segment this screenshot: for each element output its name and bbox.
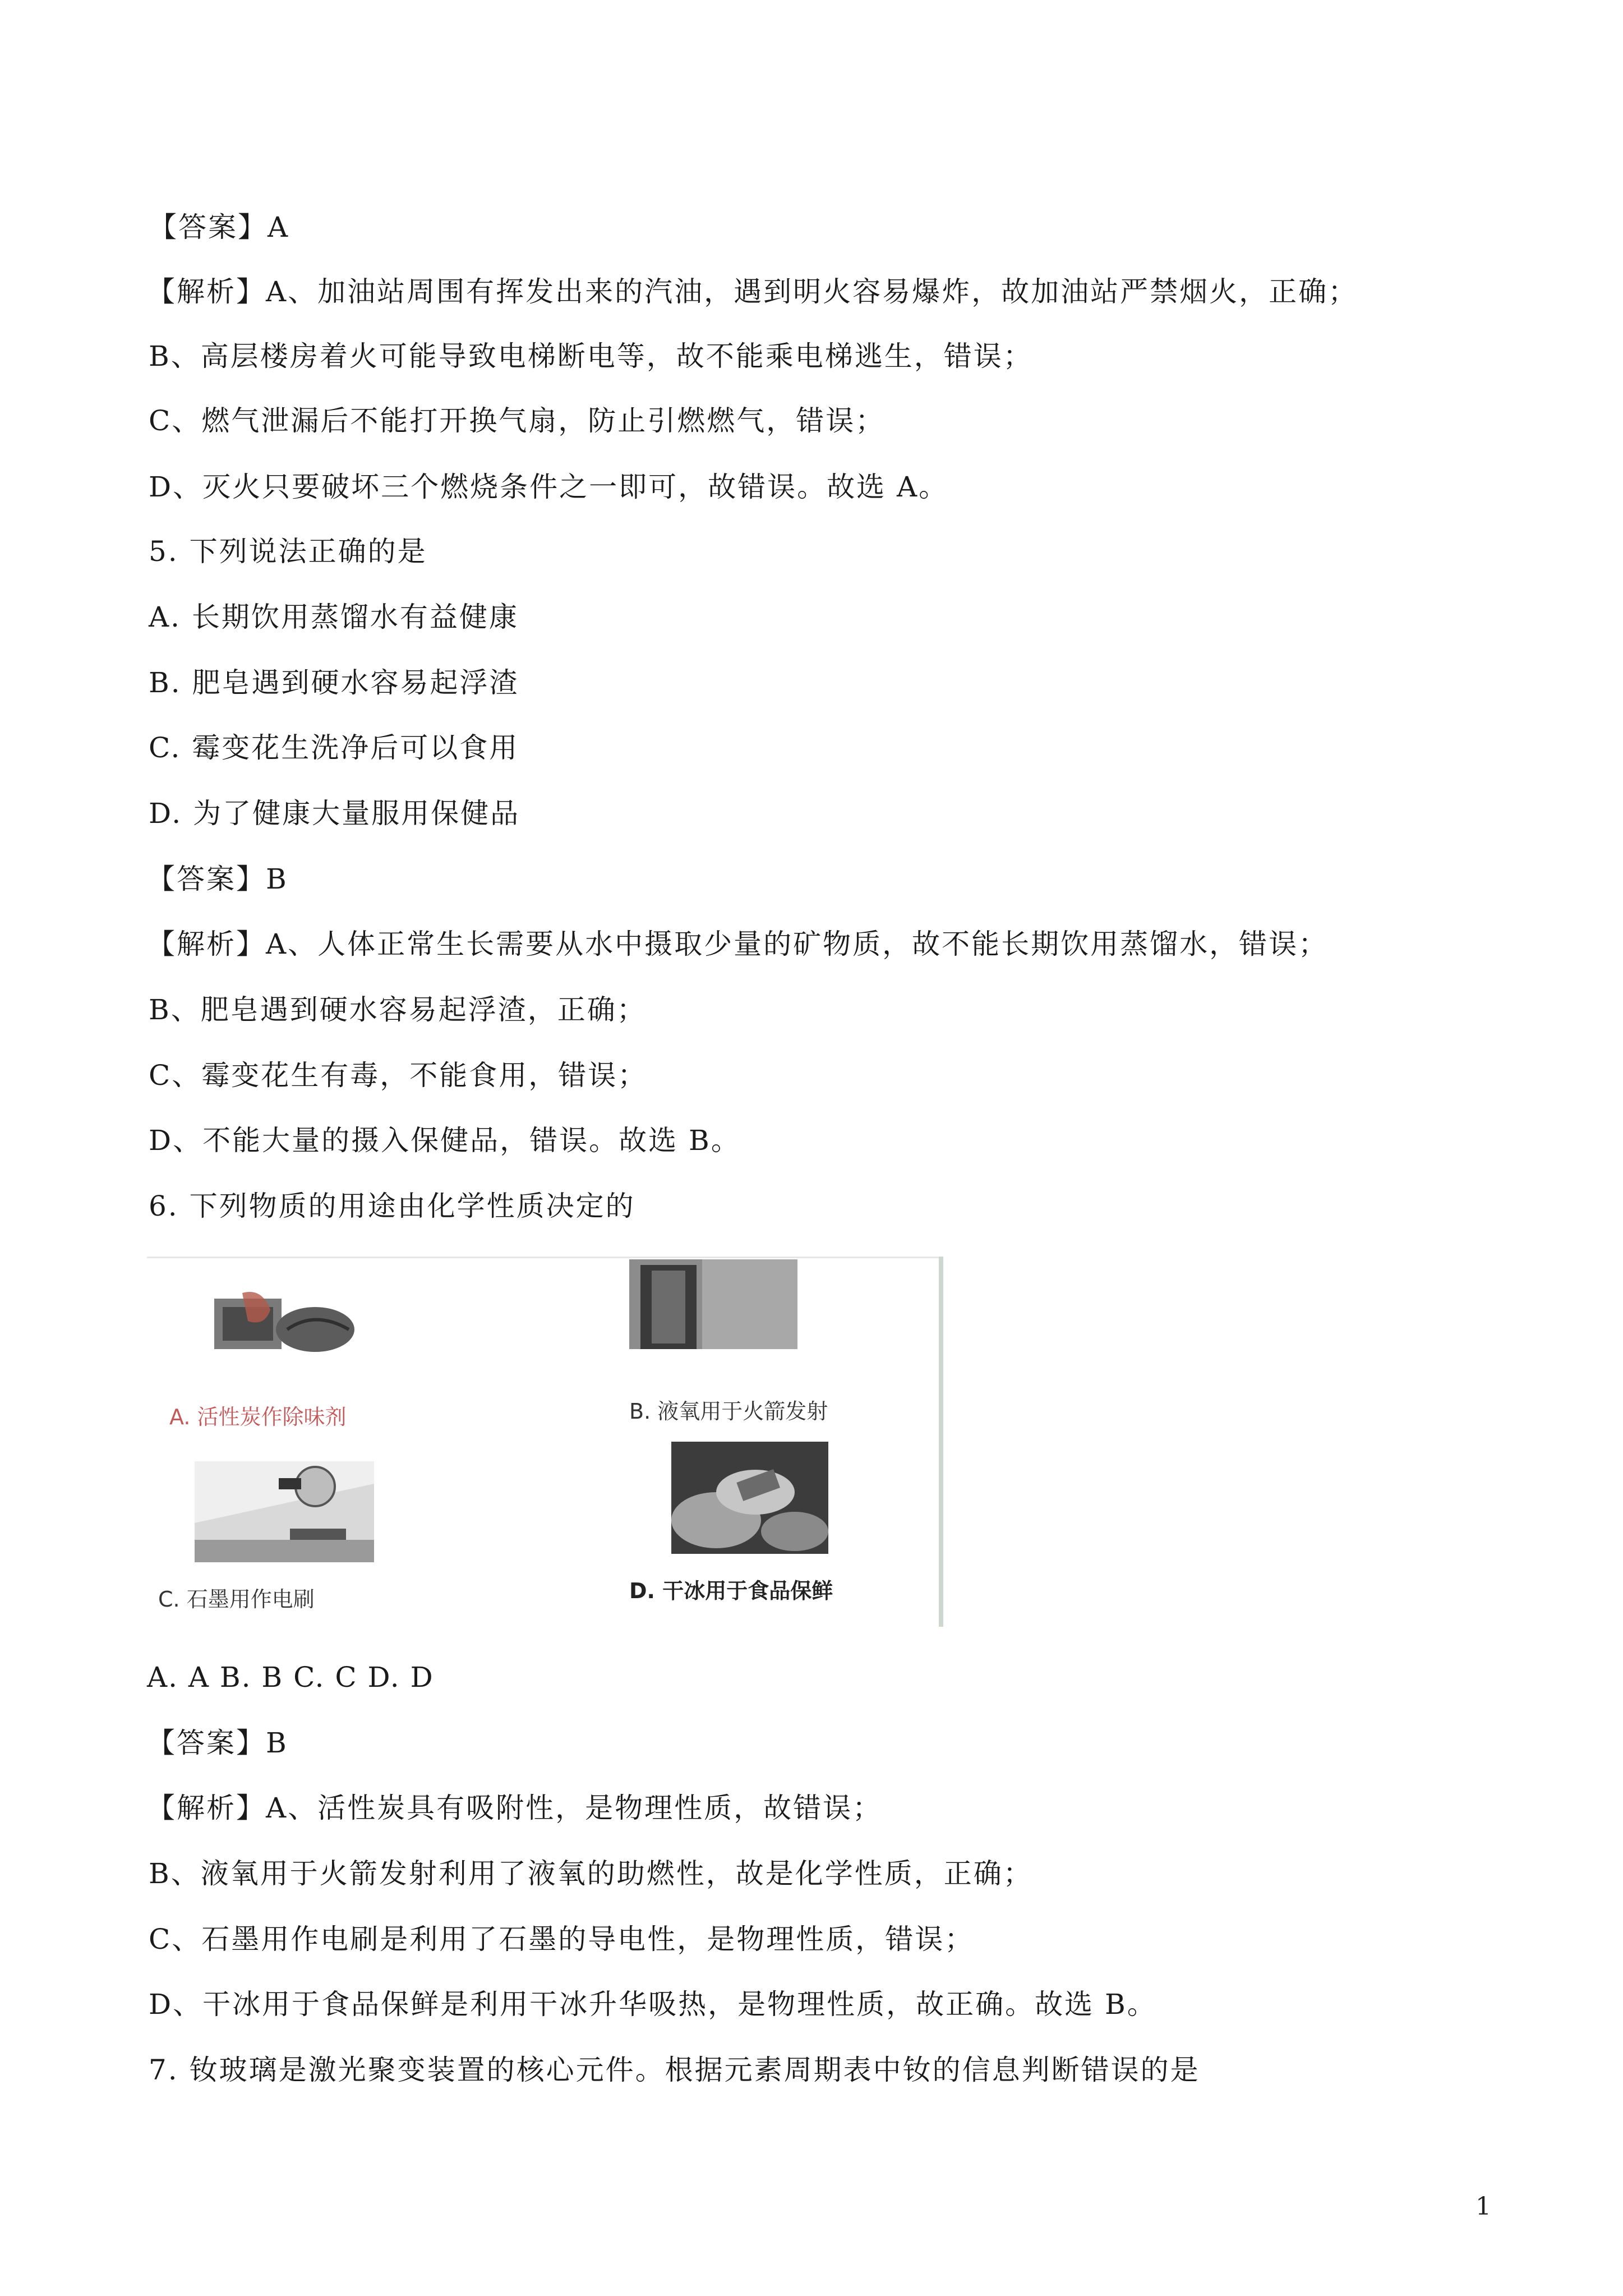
analysis-line: 【解析】A、加油站周围有挥发出来的汽油，遇到明火容易爆炸，故加油站严禁烟火，正确； <box>147 275 1358 308</box>
question-stem: 6. 下列物质的用途由化学性质决定的 <box>149 1190 635 1222</box>
option: B. 肥皂遇到硬水容易起浮渣 <box>149 666 519 699</box>
analysis-line: D、干冰用于食品保鲜是利用干冰升华吸热，是物理性质，故正确。故选 B。 <box>149 1988 1157 2021</box>
analysis-line: B、液氧用于火箭发射利用了液氧的助燃性，故是化学性质，正确； <box>149 1857 1033 1890</box>
charcoal-deodorant-image <box>209 1276 366 1372</box>
analysis-line: C、燃气泄漏后不能打开换气扇，防止引燃燃气，错误； <box>149 404 886 437</box>
caption-c: C. 石墨用作电刷 <box>158 1587 315 1612</box>
caption-a: A. 活性炭作除味剂 <box>169 1405 347 1429</box>
question-figure <box>147 1257 943 1627</box>
caption-b: B. 液氧用于火箭发射 <box>629 1399 828 1424</box>
options-row: A. A B. B C. C D. D <box>147 1661 434 1694</box>
answer-label: 【答案】A <box>149 211 290 243</box>
answer-label: 【答案】B <box>147 1727 288 1759</box>
option: D. 为了健康大量服用保健品 <box>149 797 520 830</box>
option: C. 霉变花生洗净后可以食用 <box>149 731 519 764</box>
question-stem: 5. 下列说法正确的是 <box>149 535 427 568</box>
analysis-line: C、石墨用作电刷是利用了石墨的导电性，是物理性质，错误； <box>149 1923 975 1955</box>
option: A. 长期饮用蒸馏水有益健康 <box>149 601 519 633</box>
analysis-line: D、不能大量的摄入保健品，错误。故选 B。 <box>149 1124 741 1157</box>
analysis-line: 【解析】A、活性炭具有吸附性，是物理性质，故错误； <box>147 1792 883 1824</box>
graphite-brush-image <box>195 1461 374 1562</box>
answer-label: 【答案】B <box>147 863 288 895</box>
caption-d: D. 干冰用于食品保鲜 <box>629 1579 833 1603</box>
analysis-line: D、灭火只要破坏三个燃烧条件之一即可，故错误。故选 A。 <box>149 471 949 503</box>
dry-ice-image <box>671 1442 828 1554</box>
analysis-line: C、霉变花生有毒，不能食用，错误； <box>149 1059 648 1092</box>
analysis-line: B、肥皂遇到硬水容易起浮渣，正确； <box>149 993 647 1026</box>
rocket-launch-image <box>629 1259 797 1355</box>
analysis-line: B、高层楼房着火可能导致电梯断电等，故不能乘电梯逃生，错误； <box>149 340 1033 372</box>
analysis-line: 【解析】A、人体正常生长需要从水中摄取少量的矿物质，故不能长期饮用蒸馏水，错误； <box>147 928 1329 960</box>
question-stem: 7. 钕玻璃是激光聚变装置的核心元件。根据元素周期表中钕的信息判断错误的是 <box>149 2054 1200 2086</box>
page-number: 1 <box>1476 2192 1491 2221</box>
